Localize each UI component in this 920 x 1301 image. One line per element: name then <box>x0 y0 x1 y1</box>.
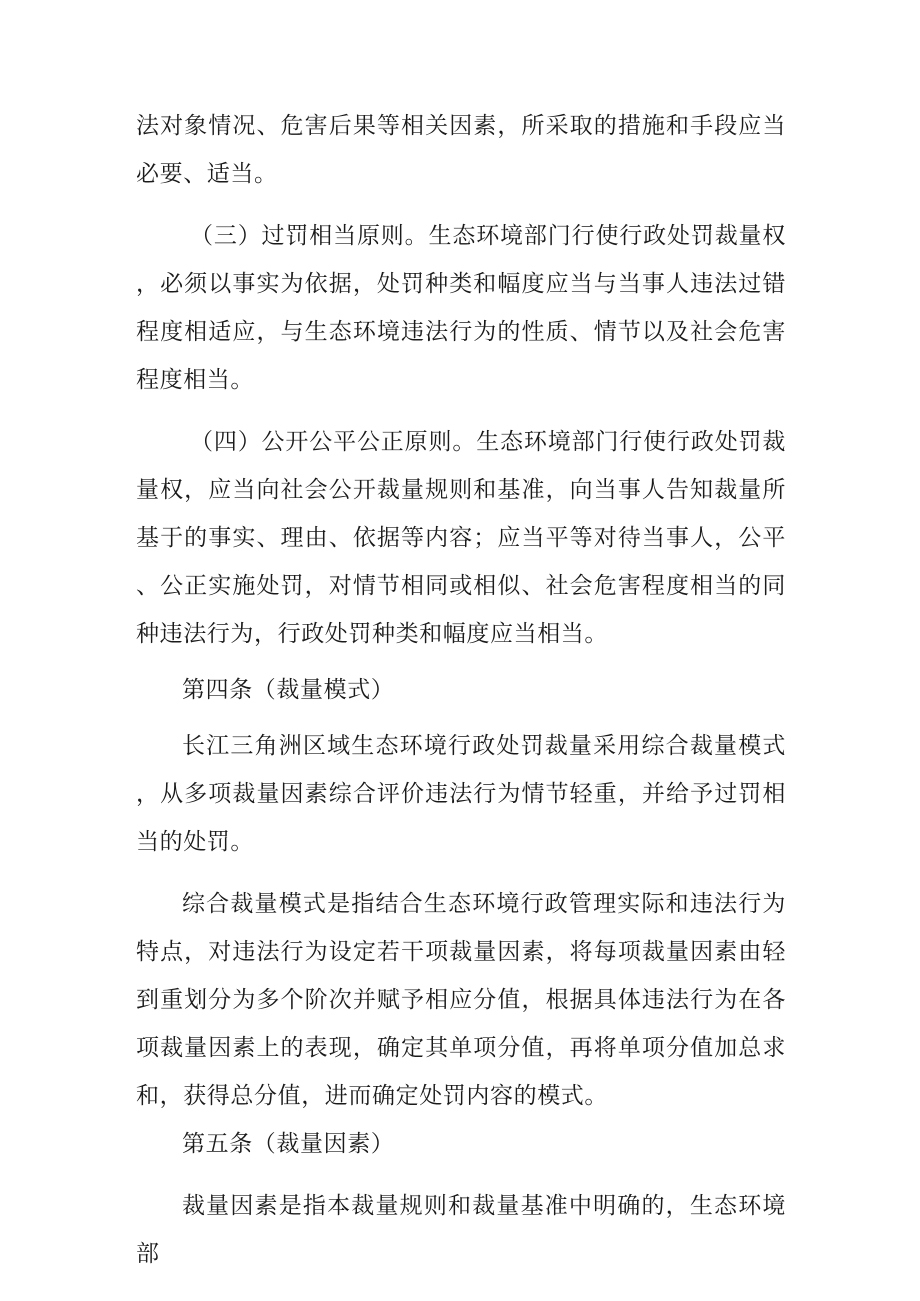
article-heading-5: 第五条（裁量因素） <box>182 1131 395 1157</box>
article-heading-4: 第四条（裁量模式） <box>182 677 395 703</box>
paragraph-discretion-factors: 裁量因素是指本裁量规则和裁量基准中明确的，生态环境部 <box>136 1193 786 1267</box>
paragraph-discretion-mode: 长江三角洲区域生态环境行政处罚裁量采用综合裁量模式，从多项裁量因素综合评价违法行为情节轻重，并给予过罚相当的处罚。 <box>136 733 786 855</box>
paragraph-continuation: 法对象情况、危害后果等相关因素，所采取的措施和手段应当必要、适当。 <box>136 113 786 187</box>
paragraph-comprehensive-mode-definition: 综合裁量模式是指结合生态环境行政管理实际和违法行为特点，对违法行为设定若干项裁量因素，将每项裁量因素由轻到重划分为多个阶次并赋予相应分值，根据具体违法行为在各项裁量因素上的表现，确定其单项分值，再将单项分值加总求和，获得总分值，进而确定处罚内容的模式。 <box>136 891 786 1109</box>
document-body <box>136 102 786 1278</box>
paragraph-openness-fairness-principle: （四）公开公平公正原则。生态环境部门行使行政处罚裁量权，应当向社会公开裁量规则和基准，向当事人告知裁量所基于的事实、理由、依据等内容；应当平等对待当事人，公平、公正实施处罚，对情节相同或相似、社会危害程度相当的同种违法行为，行政处罚种类和幅度应当相当。 <box>136 429 786 647</box>
paragraph-proportionality-principle: （三）过罚相当原则。生态环境部门行使行政处罚裁量权，必须以事实为依据，处罚种类和幅度应当与当事人违法过错程度相适应，与生态环境违法行为的性质、情节以及社会危害程度相当。 <box>136 223 786 393</box>
